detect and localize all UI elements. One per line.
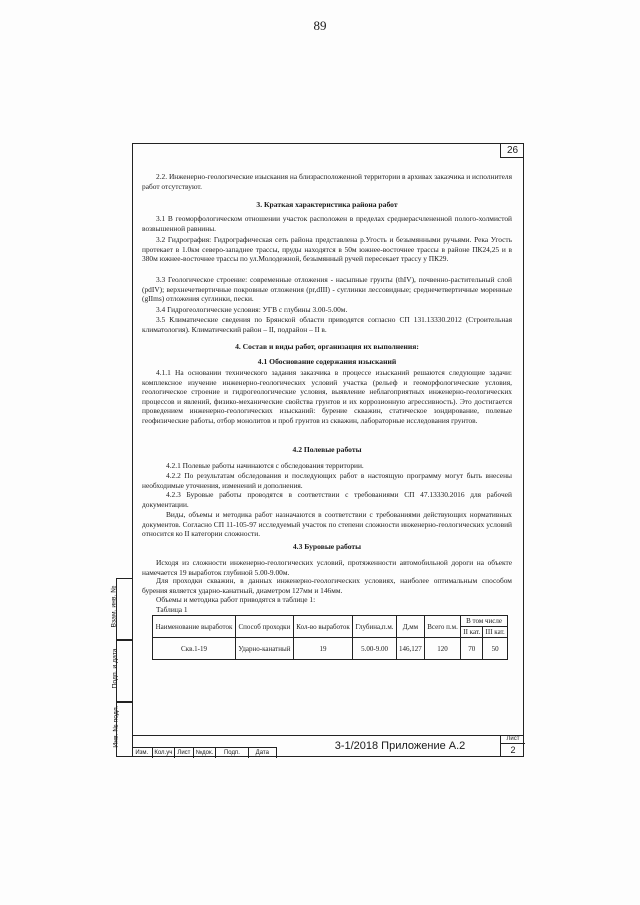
side-label-vzam: Взам. инв. № [110,585,118,628]
table-header-cat3: III кат. [483,627,508,638]
list-box [500,735,525,757]
paragraph-4-3-3: Объемы и методика работ приводятся в таблице 1: [156,595,316,604]
paragraph-3-1: 3.1 В геоморфологическом отношении участок расположен в пределах среднерасчлененной полого-холмистой возвышенной равнины. [142,214,512,233]
heading-section-4: 4. Состав и виды работ, организация их выполнения: [235,342,419,351]
paragraph-4-3-1: Исходя из сложности инженерно-геологических условий, протяженности автомобильной дороги на объекте намечается 19 выработок глубиной 5.00-9.00м. [142,558,512,577]
heading-4-3: 4.3 Буровые работы [292,542,362,551]
stamp-col-podp: Подп. [216,748,248,758]
paragraph-4-2-2: 4.2.2 По результатам обследования и последующих работ в настоящую программу могут быть внесены необходимые уточнения, изменений и дополнения. [142,471,512,490]
table-header-method: Способ проходки [235,616,293,638]
table-cell-method: Ударно-канатный [235,638,293,660]
list-label: Лист [501,735,525,744]
side-label-inv: Инв. № подл. [112,705,120,748]
table-header-count: Кол-во выработок [293,616,352,638]
sheet-number-top: 26 [500,143,524,158]
stamp-col-data: Дата [249,748,277,758]
paragraph-4-3-2: Для проходки скважин, в данных инженерно-геологических условиях, наиболее оптимальным способом бурения является ударно-канатный, диаметром 127мм и 146мм. [142,576,512,595]
stamp-col-izm: Изм. [132,748,153,758]
table-cell-name: Скв.1-19 [153,638,236,660]
table-header-diameter: Д,мм [396,616,424,638]
side-field-podp [111,640,132,702]
stamp-col-list: Лист [175,748,194,758]
table-header-depth: Глубина,п.м. [353,616,397,638]
paragraph-4-2-4: Виды, объемы и методика работ назначаются в соответствии с требованиями действующих нормативных документов. Согласно СП 11-105-97 исследуемый участок по степени сложности инженерно-геологических условий относится ко II категории сложности. [142,510,512,539]
paragraph-3-4: 3.4 Гидрогеологические условия: УГВ с глубины 3.00-5.00м. [156,305,348,314]
table-header-total: Всего п.м. [424,616,460,638]
document-code: 3-1/2018 Приложение А.2 [334,740,466,752]
table-row [153,638,508,660]
side-field-vzam [110,578,132,640]
table-caption: Таблица 1 [156,605,188,614]
list-number: 2 [510,745,516,755]
side-field-inv [112,702,132,757]
stamp-columns [132,747,277,758]
paragraph-2-2: 2.2. Инженерно-геологические изыскания на близрасположенной территории в архивах заказчика и исполнителя работ отсутствуют. [142,172,512,191]
paragraph-3-3: 3.3 Геологическое строение: современные отложения - насыпные грунты (thIV), почвенно-растительный слой (pdIV); верхнечетвертичные покровные отложения (pr,dIII) - суглинки лессовидные; среднечетвертичные моренные (gIIms) отложения суглинки, пески. [142,275,512,304]
works-table [152,615,508,660]
heading-4-1: 4.1 Обоснование содержания изысканий [257,357,397,366]
side-label-podp: Подп. и дата [111,648,119,689]
paragraph-3-2: 3.2 Гидрография: Гидрографическая сеть района представлена р.Угость и безымянными ручьями. Река Угость протекает в 1.0км северо-западнее трассы, пруды находятся в 50м южнее-восточнее трассы в районе ПК24,25 и в 380м южнее-восточнее трассы по ул.Молодежной, безымянный ручей пересекает трассу у ПК29. [142,235,512,264]
stamp-col-koluch: Кол.уч [153,748,176,758]
heading-4-2: 4.2 Полевые работы [292,445,362,454]
table-header-including: В том числе [461,616,508,627]
paragraph-3-5: 3.5 Климатические сведения по Брянской области приводятся согласно СП 131.13330.2012 (Строительная климатология). Климатический район – II, подрайон – II в. [142,315,512,334]
paragraph-4-2-3: 4.2.3 Буровые работы проводятся в соответствии с требованиями СП 47.13330.2016 для рабочей документации. [142,490,512,509]
paragraph-4-1-1: 4.1.1 На основании технического задания заказчика в процессе изысканий решаются следующие задачи: комплексное изучение инженерно-геологических условий участка (рельеф и геоморфологические условия, геологическое строение и гидрогеологические условия, выявление неблагоприятных инженерно-геологических процессов и явлений, физико-механические свойства грунтов и их коррозионную агрессивность). Это достигается проведением инженерно-геологических изысканий: бурение скважин, статическое зондирование, полевые геофизические работы, отбор монолитов и проб грунтов из скважин, лабораторные исследования грунтов. [142,368,512,425]
table-header-cat2: II кат. [461,627,483,638]
table-cell-cat3: 50 [483,638,508,660]
table-cell-total: 120 [424,638,460,660]
table-header-row [153,616,508,627]
stamp-col-ndok: №док. [194,748,217,758]
table-cell-count: 19 [293,638,352,660]
table-cell-depth: 5.00-9.00 [353,638,397,660]
page-number: 89 [313,18,327,33]
table-header-name: Наименование выработок [153,616,236,638]
table-cell-diameter: 146,127 [396,638,424,660]
table-cell-cat2: 70 [461,638,483,660]
paragraph-4-2-1: 4.2.1 Полевые работы начинаются с обследования территории. [166,461,364,470]
heading-section-3: 3. Краткая характеристика района работ [256,200,398,209]
